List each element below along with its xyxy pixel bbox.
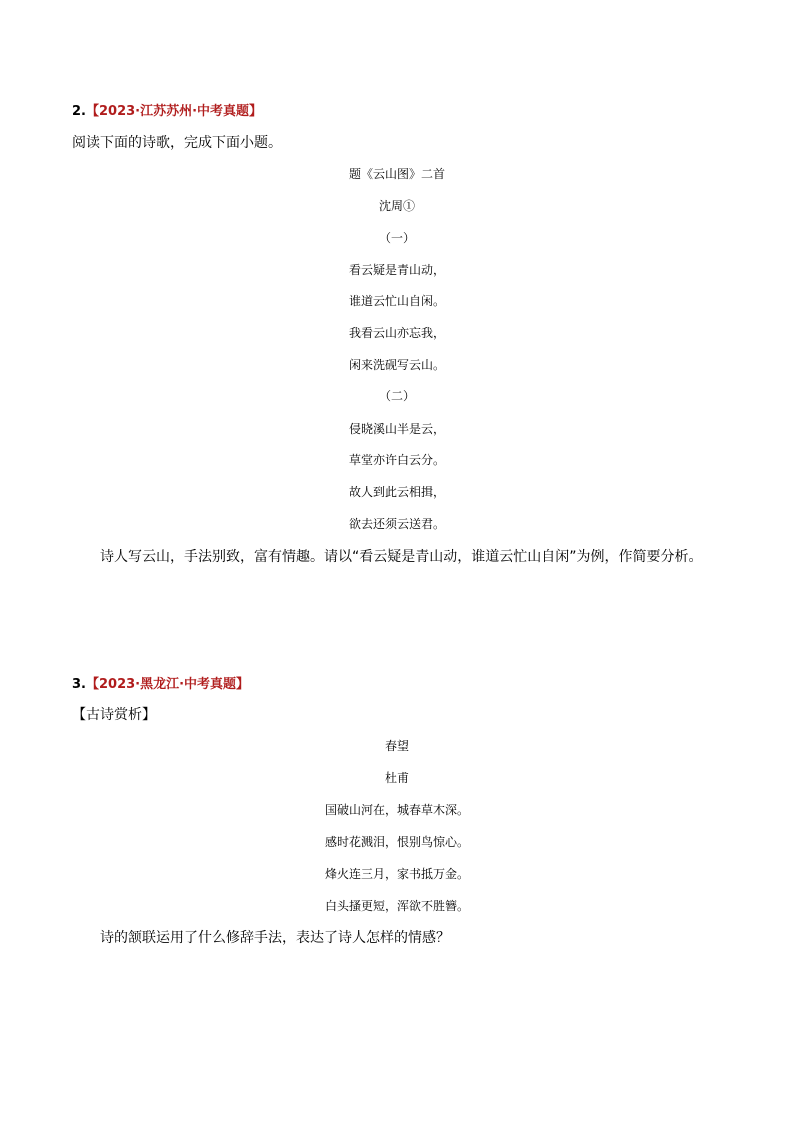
poem-line: 烽火连三月，家书抵万金。: [324, 867, 469, 881]
poem-line: 谁道云忙山自闲。: [348, 294, 445, 308]
question-2-prompt: 诗人写云山，手法别致，富有情趣。请以“看云疑是青山动，谁道云忙山自闲”为例，作简要分析。: [100, 549, 703, 565]
poem-line: 侵晓溪山半是云，: [348, 422, 445, 436]
poem-line: 感时花溅泪，恨别鸟惊心。: [324, 835, 469, 849]
question-number: 2.: [72, 104, 86, 119]
question-2-intro: 阅读下面的诗歌，完成下面小题。: [72, 135, 282, 151]
poem-title: 题《云山图》二首: [348, 167, 445, 181]
poem-line: 我看云山亦忘我，: [348, 326, 445, 340]
poem-author: 沈周①: [378, 199, 415, 213]
poem-author: 杜甫: [384, 771, 409, 785]
poem-title: 春望: [384, 739, 409, 753]
poem-line: 国破山河在，城春草木深。: [324, 803, 469, 817]
poem-part-label: （一）: [378, 231, 415, 245]
question-source: 【2023·江苏苏州·中考真题】: [85, 104, 263, 119]
poem-line: 草堂亦许白云分。: [348, 453, 445, 467]
poem-line: 白头搔更短，浑欲不胜簪。: [324, 899, 469, 913]
question-2-header: [72, 104, 262, 120]
question-3-header: [72, 677, 249, 693]
poem-line: 欲去还须云送君。: [348, 517, 445, 531]
poem-line: 闲来洗砚写云山。: [348, 358, 445, 372]
question-source: 【2023·黑龙江·中考真题】: [85, 677, 250, 692]
question-3-prompt: 诗的颔联运用了什么修辞手法，表达了诗人怎样的情感？: [100, 930, 450, 946]
question-number: 3.: [72, 677, 86, 692]
poem-part-label: （二）: [378, 389, 415, 403]
poem-line: 故人到此云相揖，: [348, 485, 445, 499]
poem-line: 看云疑是青山动，: [348, 263, 445, 277]
section-label: 【古诗赏析】: [72, 707, 156, 723]
